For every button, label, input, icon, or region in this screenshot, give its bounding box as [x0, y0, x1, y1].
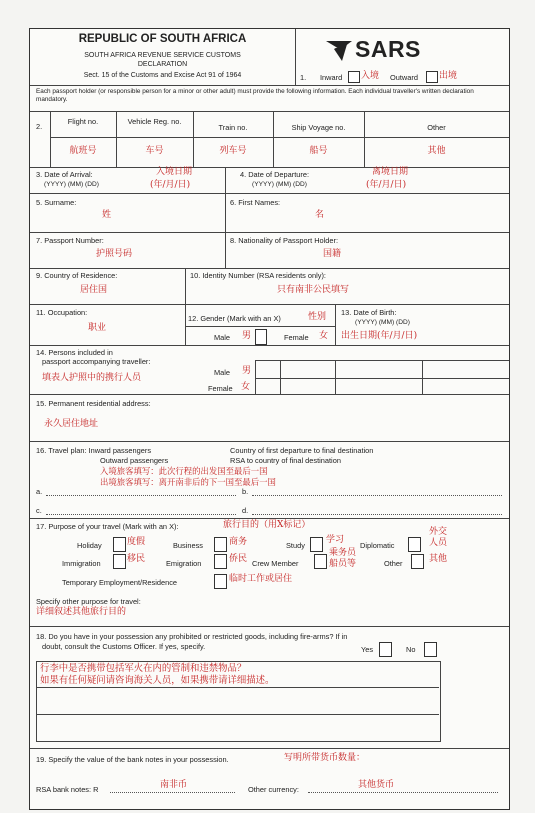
persons-female-label: Female: [208, 384, 233, 393]
prohibited-goods-label: 18. Do you have in your possession any prohibited or restricted goods, including fire-arms? If in: [36, 632, 348, 641]
travel-plan-d-field[interactable]: [252, 514, 502, 515]
sars-logo: SARS: [322, 35, 432, 63]
date-of-birth-label: 13. Date of Birth:: [341, 308, 397, 317]
gender-label: 12. Gender (Mark with an X): [188, 314, 281, 323]
address-label: 15. Permanent residential address:: [36, 399, 151, 408]
departure-date-label: 4. Date of Departure:: [240, 170, 310, 179]
other-currency-field[interactable]: [308, 792, 498, 793]
persons-male-label: Male: [214, 368, 231, 377]
holiday-label: Holiday: [77, 541, 102, 550]
yes-label: Yes: [361, 645, 374, 654]
nationality-label: 8. Nationality of Passport Holder:: [230, 236, 339, 245]
business-checkbox[interactable]: [214, 537, 227, 552]
male-label: Male: [214, 333, 231, 342]
immigration-label: Immigration: [62, 559, 101, 568]
inward-label: Inward: [320, 73, 343, 82]
travel-plan-c-field[interactable]: [46, 514, 236, 515]
rsa-notes-field[interactable]: [110, 792, 235, 793]
col-train: Train no.: [218, 123, 248, 132]
first-names-label: 6. First Names:: [230, 198, 281, 207]
crew-member-checkbox[interactable]: [314, 554, 327, 569]
crew-member-label: Crew Member: [252, 559, 299, 568]
other-purpose-label: Other: [384, 559, 403, 568]
purpose-label: 17. Purpose of your travel (Mark with an X):: [36, 522, 179, 531]
temporary-employment-checkbox[interactable]: [214, 574, 227, 589]
instructions: Each passport holder (or responsible person for a minor or other adult) must provide the following information. Each individual traveller's written declaration mandatory.: [36, 88, 474, 103]
temporary-employment-label: Temporary Employment/Residence: [62, 578, 178, 587]
customs-declaration-form: REPUBLIC OF SOUTH AFRICA SOUTH AFRICA REVENUE SERVICE CUSTOMS DECLARATION Sect. 15 of the Customs and Excise Act 91 of 1964 SARS 1. Inward 入境 Outward 出境 Each passport holder (or responsible person for a minor or other adult) must provide the following information. Each individual traveller's written declaration mandatory. 2. Flight no. Vehicle Reg. no. Train no. Ship Voyage no. Other 航班号 车号 列车号 船号 其他 3. Date of Arrival: (YYYY) (MM) (DD) 入境日期 (年/月/日) 4. Date of Departure: (YYYY) (MM) (DD) 离境日期 (年/月/日) 5. Surname: 姓 6. First Names: 名 7. Passport Number: 护照号码 8. Nationality of Passport Holder: 国籍 9. Country of Residence: 居住国 10. Identity Number (RSA residents only): 只有南非公民填写 11. Occupation: 职业 12. Gender (Mark with an X) 性别 13. Date of Birth: (YYYY) (MM) (DD) 出生日期(年/月/日) Male 男 Female 女 14. Persons included in passport accompanying traveller: 填表人护照中的携行人员 Male 男 Female 女 15. Permanent residential address: 永久居住地址 16. Travel plan: Inward passengers Country of first departure to final destination Outward passengers RSA to country of final destination 入境旅客填写：此次行程的出发国至最后一国 出境旅客填写：离开南非后的下一国至最后一国 a. b. c. d. 17. Purpose of your travel (Mark with an X): 旅行目的（用X标记） Holiday 度假 Business 商务 Study 学习 Diplomatic 外交 人员 Immigration 移民 Emigration 侨民 Crew Member 乘务员 船员等 Other 其他 Temporary Employment/Residence 临时工作或居住 Specify other purpose for travel: 详细叙述其他旅行目的 18. Do you have in your possession any prohibited or restricted goods, including fire-arms? If in doubt, consult the Customs Officer. If yes, specify. Yes No 行李中是否携带包括军火在内的管制和违禁物品？ 如果有任何疑问请咨询海关人员，如果携带请详细描述。 19. Specify the value of the bank notes in your possession. 写明所带货币数量： RSA bank notes: R 南非币 Other currency: 其他货币: [29, 28, 510, 810]
female-label: Female: [284, 333, 309, 342]
form-subtitle: SOUTH AFRICA REVENUE SERVICE CUSTOMS: [84, 52, 241, 59]
identity-number-label: 10. Identity Number (RSA residents only):: [190, 271, 326, 280]
country-of-residence-label: 9. Country of Residence:: [36, 271, 118, 280]
occupation-label: 11. Occupation:: [36, 308, 88, 317]
form-title: REPUBLIC OF SOUTH AFRICA: [78, 33, 247, 45]
specify-purpose-label: Specify other purpose for travel:: [36, 597, 141, 606]
passport-number-label: 7. Passport Number:: [36, 236, 104, 245]
rsa-notes-label: RSA bank notes: R: [36, 785, 99, 794]
yes-checkbox[interactable]: [379, 642, 392, 657]
arrival-date-label: 3. Date of Arrival:: [36, 170, 93, 179]
bank-notes-label: 19. Specify the value of the bank notes in your possession.: [36, 755, 229, 764]
outward-checkbox[interactable]: [426, 71, 438, 83]
col-ship: Ship Voyage no.: [291, 123, 346, 132]
inward-checkbox[interactable]: [348, 71, 360, 83]
emigration-label: Emigration: [166, 559, 202, 568]
business-label: Business: [173, 541, 203, 550]
form-subtitle-2: DECLARATION: [137, 61, 188, 68]
col-flight: Flight no.: [67, 117, 99, 126]
persons-included-label: 14. Persons included in: [36, 348, 113, 357]
act-reference: Sect. 15 of the Customs and Excise Act 91 of 1964: [83, 72, 242, 79]
study-checkbox[interactable]: [310, 537, 323, 552]
no-checkbox[interactable]: [424, 642, 437, 657]
holiday-checkbox[interactable]: [113, 537, 126, 552]
travel-plan-b-field[interactable]: [252, 495, 502, 496]
male-checkbox[interactable]: [255, 329, 267, 345]
emigration-checkbox[interactable]: [214, 554, 227, 569]
no-label: No: [406, 645, 416, 654]
outward-label: Outward: [390, 73, 418, 82]
travel-plan-a-field[interactable]: [46, 495, 236, 496]
other-currency-label: Other currency:: [248, 785, 299, 794]
surname-label: 5. Surname:: [36, 198, 77, 207]
diplomatic-checkbox[interactable]: [408, 537, 421, 552]
immigration-checkbox[interactable]: [113, 554, 126, 569]
other-purpose-checkbox[interactable]: [411, 554, 424, 569]
col-vehicle: Vehicle Reg. no.: [127, 117, 182, 126]
travel-plan-label: 16. Travel plan: Inward passengers: [36, 446, 152, 455]
study-label: Study: [286, 541, 305, 550]
col-other: Other: [427, 123, 446, 132]
diplomatic-label: Diplomatic: [360, 541, 395, 550]
